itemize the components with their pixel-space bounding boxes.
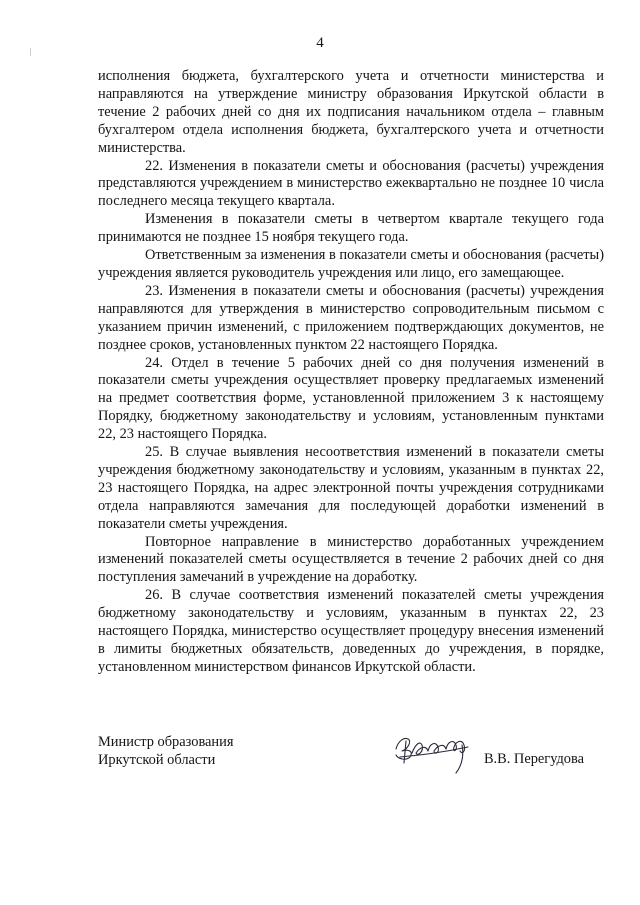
paragraph-responsible-person: Ответственным за изменения в показатели сметы и обоснования (расчеты) учреждения является руководитель учреждения или лицо, его замещающее. (98, 247, 604, 281)
paragraph-clause-25: 25. В случае выявления несоответствия изменений в показатели сметы учреждения бюджетному законодательству и условиям, указанным в пунктах 22, 23 настоящего Порядка, на адрес электронной почты учреждения сотрудниками отдела направляются замечания для последующей доработки изменений в показатели сметы учреждения. (98, 444, 604, 532)
page-number: 4 (316, 35, 324, 51)
paragraph-fourth-quarter: Изменения в показатели сметы в четвертом квартале текущего года принимаются не позднее 15 ноября текущего года. (98, 211, 604, 246)
signatory-title-line-2: Иркутской области (98, 752, 216, 768)
document-body (98, 68, 604, 677)
paragraph-clause-26: 26. В случае соответствия изменений показателей сметы учреждения бюджетному законодательству и условиям, указанным в пунктах 22, 23 настоящего Порядка, министерство осуществляет процедуру внесения изменений в лимиты бюджетных обязательств, доведенных до учреждения, в порядке, установленном министерством финансов Иркутской области. (98, 587, 604, 675)
paragraph-clause-24: 24. Отдел в течение 5 рабочих дней со дня получения изменений в показатели сметы учреждения осуществляет проверку предлагаемых изменений на предмет соответствия форме, установленной приложением 3 к настоящему Порядку, бюджетному законодательству и условиям, установленным пунктами 22, 23 настоящего Порядка. (98, 354, 604, 443)
signature-block (98, 733, 604, 793)
signatory-title-line-1: Министр образования (98, 734, 234, 750)
paragraph-resubmission: Повторное направление в министерство доработанных учреждением изменений показателей сметы осуществляется в течение 2 рабочих дней со дня поступления замечаний в учреждение на доработку. (98, 533, 604, 586)
handwritten-signature (390, 727, 490, 777)
paragraph-clause-22: 22. Изменения в показатели сметы и обоснования (расчеты) учреждения представляются учреждением в министерство ежеквартально не позднее 10 числа последнего месяца текущего квартала. (98, 157, 604, 210)
paragraph-clause-23: 23. Изменения в показатели сметы и обоснования (расчеты) учреждения направляются для утверждения в министерство сопроводительным письмом с указанием причин изменений, с приложением подтверждающих документов, не позднее сроков, установленных пунктом 22 настоящего Порядка. (98, 282, 604, 353)
signatory-name: В.В. Перегудова (483, 751, 584, 767)
signatory-title (98, 733, 233, 769)
paragraph-continuation: исполнения бюджета, бухгалтерского учета и отчетности министерства и направляются на утверждение министру образования Иркутской области в течение 2 рабочих дней со дня их подписания начальником отдела – главным бухгалтером отдела исполнения бюджета, бухгалтерского учета и отчетности министерства. (98, 68, 604, 156)
